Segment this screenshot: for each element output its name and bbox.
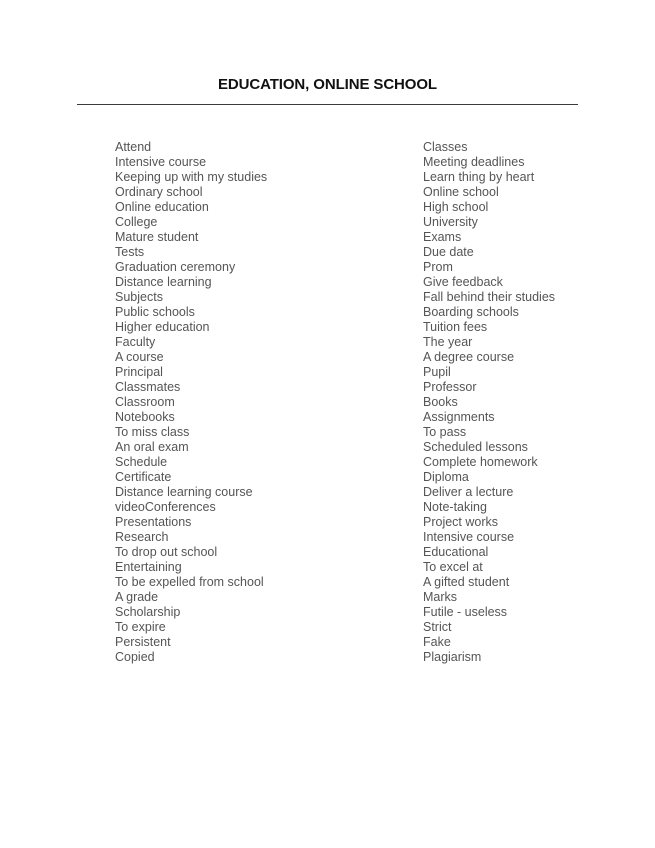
left-word-item: Keeping up with my studies [115, 170, 268, 184]
left-word-item: Intensive course [115, 155, 207, 169]
left-word-item: Classroom [115, 395, 175, 409]
right-word-item: Fall behind their studies [423, 290, 556, 304]
left-word-item: Public schools [115, 305, 195, 319]
right-word-item: Prom [423, 260, 453, 274]
left-word-item: To drop out school [115, 545, 218, 559]
right-word-item: Diploma [423, 470, 469, 484]
right-word-item: A degree course [423, 350, 515, 364]
left-word-item: To be expelled from school [115, 575, 264, 589]
left-word-item: A course [115, 350, 164, 364]
left-word-item: Graduation ceremony [115, 260, 236, 274]
right-word-item: Tuition fees [423, 320, 488, 334]
left-word-item: To miss class [115, 425, 190, 439]
right-word-item: Educational [423, 545, 489, 559]
right-word-item: A gifted student [423, 575, 510, 589]
left-word-item: Presentations [115, 515, 192, 529]
right-word-item: Due date [423, 245, 474, 259]
left-word-item: Faculty [115, 335, 156, 349]
left-word-item: Certificate [115, 470, 172, 484]
right-word-item: Project works [423, 515, 499, 529]
left-word-item: Scholarship [115, 605, 181, 619]
left-word-column [115, 140, 267, 665]
left-word-item: Subjects [115, 290, 163, 304]
right-word-item: Meeting deadlines [423, 155, 525, 169]
left-word-item: Notebooks [115, 410, 175, 424]
right-word-item: Futile - useless [423, 605, 508, 619]
left-word-item: Persistent [115, 635, 171, 649]
right-word-item: Give feedback [423, 275, 503, 289]
right-word-column [423, 140, 555, 665]
left-word-item: Schedule [115, 455, 168, 469]
left-word-item: Distance learning course [115, 485, 253, 499]
right-word-item: Complete homework [423, 455, 538, 469]
right-word-item: Note-taking [423, 500, 487, 514]
left-word-item: Entertaining [115, 560, 182, 574]
title-divider [77, 104, 578, 105]
right-word-item: Learn thing by heart [423, 170, 535, 184]
right-word-item: Deliver a lecture [423, 485, 514, 499]
left-word-item: Research [115, 530, 169, 544]
right-word-item: The year [423, 335, 473, 349]
left-word-item: College [115, 215, 158, 229]
right-word-item: Classes [423, 140, 468, 154]
left-word-item: To expire [115, 620, 166, 634]
left-word-item: Mature student [115, 230, 199, 244]
right-word-item: Books [423, 395, 458, 409]
page-title: EDUCATION, ONLINE SCHOOL [218, 76, 437, 93]
left-word-item: A grade [115, 590, 159, 604]
left-word-item: videoConferences [115, 500, 216, 514]
right-word-item: High school [423, 200, 489, 214]
right-word-item: Online school [423, 185, 499, 199]
right-word-item: To excel at [423, 560, 483, 574]
right-word-item: Marks [423, 590, 458, 604]
left-word-item: Copied [115, 650, 155, 664]
right-word-item: Exams [423, 230, 462, 244]
right-word-item: Boarding schools [423, 305, 519, 319]
left-word-item: An oral exam [115, 440, 189, 454]
left-word-item: Ordinary school [115, 185, 203, 199]
left-word-item: Distance learning [115, 275, 212, 289]
right-word-item: University [423, 215, 478, 229]
right-word-item: Plagiarism [423, 650, 482, 664]
right-word-item: Assignments [423, 410, 495, 424]
right-word-item: Intensive course [423, 530, 515, 544]
left-word-item: Higher education [115, 320, 210, 334]
right-word-item: To pass [423, 425, 467, 439]
right-word-item: Fake [423, 635, 451, 649]
left-word-item: Online education [115, 200, 209, 214]
right-word-item: Pupil [423, 365, 451, 379]
left-word-item: Principal [115, 365, 163, 379]
left-word-item: Attend [115, 140, 152, 154]
right-word-item: Professor [423, 380, 477, 394]
left-word-item: Classmates [115, 380, 181, 394]
right-word-item: Scheduled lessons [423, 440, 528, 454]
right-word-item: Strict [423, 620, 452, 634]
left-word-item: Tests [115, 245, 145, 259]
